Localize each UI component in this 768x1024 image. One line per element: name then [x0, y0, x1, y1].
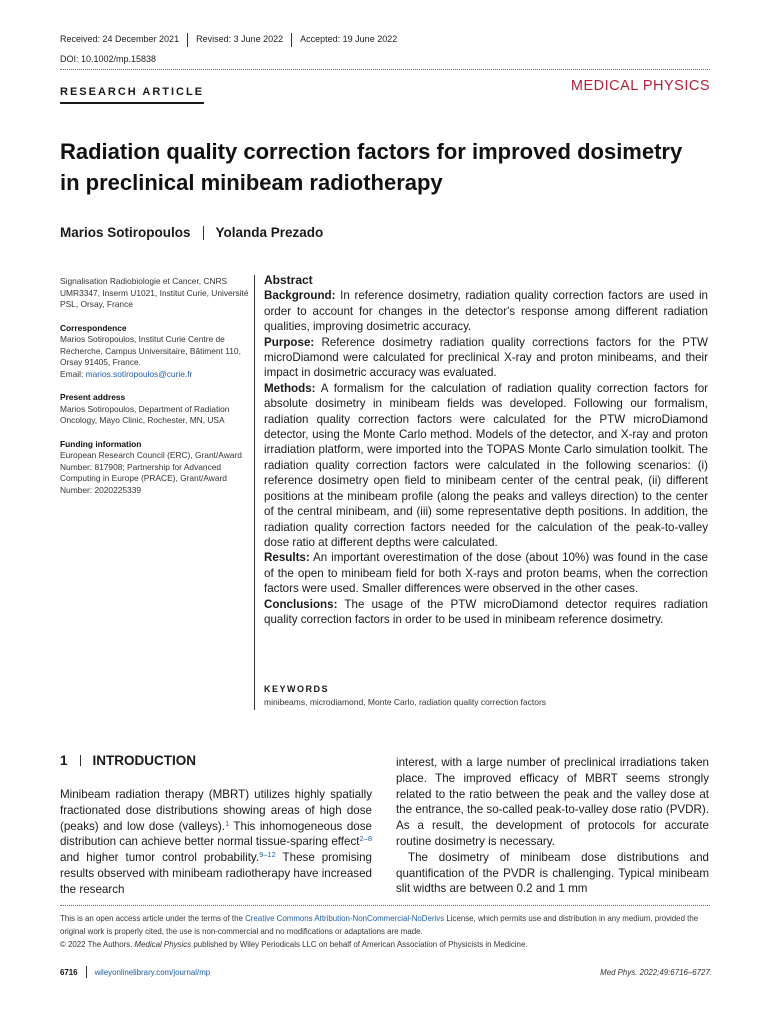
methods-text: A formalism for the calculation of radiation quality correction factors for absolute dosimetry in minibeam fields was developed. Following our formalism, radiation quality correction factors were calculated for the PTW microDiamond detector, using the Monte Carlo method. Models of the detector, and X-ray and proton irradiation platform, were imported into the TOPAS Monte Carlo simulation toolkit. The radiation quality correction factors were calculated in the following scenarios: (i) reference dosimetry open field to minibeam center of the central peak, (ii) different positions at the minibeam profile (along the peaks and valleys direction) to the center of the central minibeam, and (iii) some representative depth positions. In addition, the radiation quality correction factors needed for the calculation of the peak-to-valley dose ratio at different depths were calculated. — [264, 381, 708, 549]
funding-label: Funding information — [60, 438, 142, 449]
article-title: Radiation quality correction factors for improved dosimetry in preclinical minibeam radiotherapy — [60, 139, 683, 195]
paragraph-text: This inhomogeneous dose distribution can achieve better normal tissue-sparing effect — [60, 819, 372, 849]
background-label: Background: — [264, 289, 336, 303]
journal-logo: MEDICAL PHYSICS — [570, 78, 710, 94]
copyright-part: published by Wiley Periodicals LLC on behalf of American Association of Physicists in Medicine. — [191, 940, 528, 949]
correspondence-text: Marios Sotiropoulos, Institut Curie Centre de Recherche, Campus Universitaire, Bâtiment 110, Orsay 91405, France. — [60, 334, 241, 367]
accepted-date: Accepted: 19 June 2022 — [300, 34, 398, 44]
reference-link[interactable]: 9–12 — [259, 850, 276, 860]
email-prefix: Email: — [60, 368, 86, 379]
revised-date: Revised: 3 June 2022 — [196, 34, 284, 44]
header-divider — [60, 69, 710, 70]
funding-block — [60, 439, 250, 497]
abstract-purpose — [264, 335, 708, 381]
paragraph-text: These promising results observed with minibeam radiotherapy have increased the research — [60, 851, 372, 896]
journal-name: Medical Physics — [134, 940, 192, 949]
body-column-left — [60, 787, 372, 898]
keywords-text: minibeams, microdiamond, Monte Carlo, radiation quality correction factors — [264, 697, 547, 707]
paragraph-text: Minibeam radiation therapy (MBRT) utilizes highly spatially fractionated dose distributions showing areas of high dose (peaks) and low dose (valleys). — [60, 788, 372, 833]
results-text: An important overestimation of the dose (about 10%) was found in the case of the open to minibeam field for both X-rays and proton beams, when the correction factors were used. Smaller differences were observed in the other cases. — [264, 551, 708, 596]
received-date: Received: 24 December 2021 — [60, 34, 180, 44]
section-title: INTRODUCTION — [92, 753, 197, 768]
abstract-background — [264, 288, 708, 334]
article-dates — [60, 34, 397, 48]
body-column-right — [396, 755, 709, 897]
conclusions-label: Conclusions: — [264, 597, 338, 611]
divider — [291, 33, 292, 47]
abstract-results — [264, 550, 708, 596]
divider — [203, 226, 204, 240]
section-number: 1 — [60, 753, 68, 768]
correspondence-label: Correspondence — [60, 322, 127, 333]
abstract-divider — [254, 275, 255, 710]
author-name[interactable]: Yolanda Prezado — [215, 225, 324, 240]
present-address-label: Present address — [60, 392, 126, 402]
abstract-methods — [264, 381, 708, 550]
divider — [86, 966, 87, 978]
email-line — [60, 369, 250, 381]
divider — [187, 33, 188, 47]
abstract-heading: Abstract — [264, 273, 313, 287]
author-list — [60, 225, 323, 240]
doi[interactable]: DOI: 10.1002/mp.15838 — [60, 54, 157, 64]
abstract-conclusions — [264, 597, 708, 628]
present-address-block — [60, 392, 250, 427]
reference-link[interactable]: 2–8 — [359, 834, 372, 844]
license-footnote — [60, 912, 712, 951]
abstract — [264, 273, 708, 627]
license-text-part: License, which permits use and distribution in any medium, provided the original work is properly cited, the use is non-commercial and no modifications or adaptations are made. — [60, 914, 699, 936]
copyright-part: © 2022 The Authors. — [60, 940, 135, 949]
copyright-text — [60, 938, 712, 951]
reference-link[interactable]: 1 — [224, 818, 230, 828]
footnote-divider — [60, 905, 710, 906]
page-number: 6716 — [60, 967, 78, 977]
license-text — [60, 912, 712, 938]
funding-text: European Research Council (ERC), Grant/Award Number: 817908; Partnership for Advanced Computing in Europe (PRACE), Grant/Award Number: 2020225339 — [60, 450, 242, 495]
affiliation: Signalisation Radiobiologie et Cancer, CNRS UMR3347, Inserm U1021, Institut Curie, Université PSL, Orsay, France — [60, 276, 249, 309]
journal-url-link[interactable]: wileyonlinelibrary.com/journal/mp — [94, 967, 211, 977]
purpose-text: Reference dosimetry radiation quality corrections factors for the PTW microDiamond were calculated for preclinical X-ray and proton minibeams, and their impact in dosimetric accuracy was evaluated. — [264, 335, 708, 380]
license-link[interactable]: Creative Commons Attribution-NonCommercial-NoDerivs — [245, 914, 445, 923]
keywords-label: KEYWORDS — [264, 684, 330, 694]
conclusions-text: The usage of the PTW microDiamond detector requires radiation quality correction factors in order to be used in minibeam reference dosimetry. — [264, 597, 708, 626]
paragraph-text: interest, with a large number of preclinical irradiations taken place. The improved efficacy of MBRT seems strongly related to the ratio between the peak and the valley dose at the entrance, the so-called peak-to-valley dose ratio (PVDR). As a result, the development of protocols for accurate routine dosimetry is necessary. — [396, 756, 709, 848]
article-type: RESEARCH ARTICLE — [60, 86, 204, 104]
author-name[interactable]: Marios Sotiropoulos — [60, 225, 191, 240]
paragraph-text: and higher tumor control probability. — [60, 851, 260, 865]
article-info-sidebar — [60, 276, 250, 508]
methods-label: Methods: — [264, 381, 316, 395]
section-heading — [60, 753, 196, 768]
email-link[interactable]: marios.sotiropoulos@curie.fr — [85, 368, 193, 379]
purpose-label: Purpose: — [264, 335, 315, 349]
correspondence-block — [60, 323, 250, 381]
license-text-part: This is an open access article under the terms of the — [60, 914, 246, 923]
divider — [80, 755, 81, 766]
results-label: Results: — [264, 551, 310, 565]
page-footer — [60, 966, 712, 978]
paragraph-text: The dosimetry of minibeam dose distributions and quantification of the PVDR is challenging. Typical minibeam slit widths are between 0.2 and 1 mm — [396, 850, 709, 896]
background-text: In reference dosimetry, radiation quality correction factors are used in order to account for changes in the detector's response among different radiation qualities, improving dosimetric accuracy. — [264, 289, 708, 334]
citation: Med Phys. 2022;49:6716–6727. — [600, 967, 712, 977]
present-address-text: Marios Sotiropoulos, Department of Radiation Oncology, Mayo Clinic, Rochester, MN, USA — [60, 403, 230, 425]
